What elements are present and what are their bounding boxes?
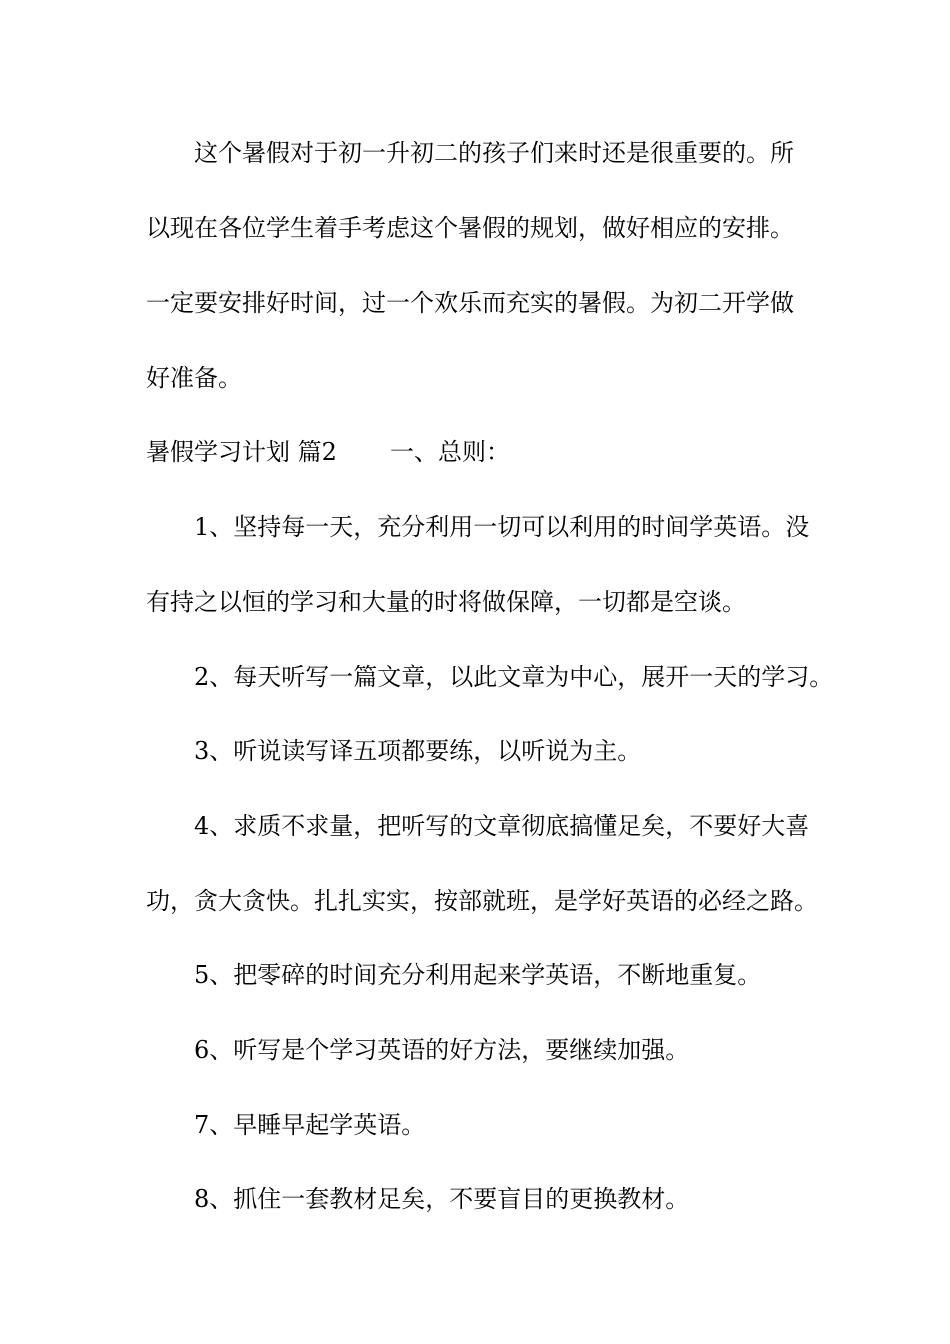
intro-line-2: 以现在各位学生着手考虑这个暑假的规划，做好相应的安排。 <box>146 214 794 242</box>
item-5: 5、把零碎的时间充分利用起来学英语，不断地重复。 <box>194 961 762 989</box>
item-1-line-1: 1、坚持每一天，充分利用一切可以利用的时间学英语。没 <box>194 513 810 541</box>
item-4-line-2: 功，贪大贪快。扎扎实实，按部就班，是学好英语的必经之路。 <box>146 887 818 915</box>
item-4-line-1: 4、求质不求量，把听写的文章彻底搞懂足矣，不要好大喜 <box>194 812 810 840</box>
intro-line-1: 这个暑假对于初一升初二的孩子们来时还是很重要的。所 <box>194 139 794 167</box>
item-6: 6、听写是个学习英语的好方法，要继续加强。 <box>194 1036 690 1064</box>
item-2: 2、每天听写一篇文章，以此文章为中心，展开一天的学习。 <box>194 663 834 691</box>
item-3: 3、听说读写译五项都要练，以听说为主。 <box>194 737 642 765</box>
item-7: 7、早睡早起学英语。 <box>194 1111 426 1139</box>
item-1-line-2: 有持之以恒的学习和大量的时将做保障，一切都是空谈。 <box>146 588 746 616</box>
intro-line-4: 好准备。 <box>146 364 242 392</box>
item-8: 8、抓住一套教材足矣，不要盲目的更换教材。 <box>194 1185 690 1213</box>
section-subtitle: 一、总则： <box>390 438 510 466</box>
section-title: 暑假学习计划 篇2 <box>146 438 337 466</box>
intro-line-3: 一定要安排好时间，过一个欢乐而充实的暑假。为初二开学做 <box>146 289 794 317</box>
